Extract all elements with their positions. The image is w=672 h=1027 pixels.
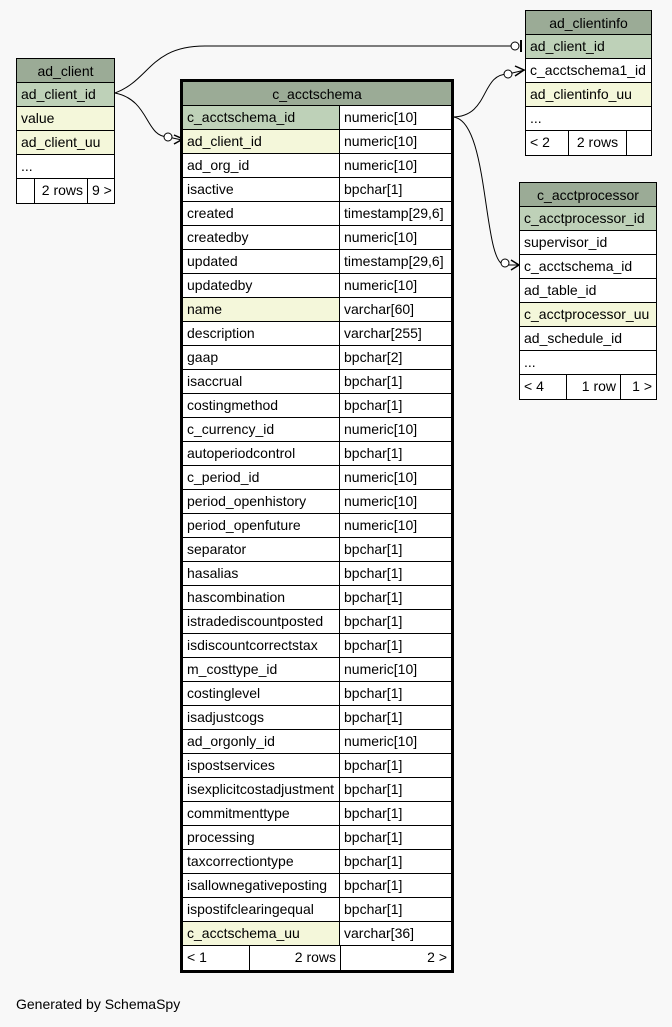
column-type: numeric[10] [340,658,451,681]
column-name[interactable]: created [183,202,340,225]
table-row[interactable] [183,202,451,226]
table-footer [17,179,114,203]
edge-end-circle [511,42,519,50]
edge-end-circle [164,133,172,141]
column-name[interactable]: separator [183,538,340,561]
column-ad-client-id[interactable]: ad_client_id [17,83,114,107]
column-name[interactable]: c_acctschema_id [183,106,340,129]
table-row[interactable] [183,418,451,442]
edge-acctschema-acctprocessor [452,117,519,265]
column-name[interactable]: processing [183,826,340,849]
table-row[interactable] [183,778,451,802]
table-ad-clientinfo[interactable] [525,10,652,156]
table-row[interactable] [183,730,451,754]
column-type: bpchar[1] [340,538,451,561]
table-footer [526,131,651,155]
table-row[interactable] [183,298,451,322]
table-row[interactable] [183,922,451,946]
parents-link[interactable]: < 2 [530,134,550,150]
column-name[interactable]: taxcorrectiontype [183,850,340,873]
column-name[interactable]: gaap [183,346,340,369]
column-value[interactable]: value [17,107,114,131]
column-name[interactable]: createdby [183,226,340,249]
column-type: bpchar[1] [340,850,451,873]
table-row[interactable] [183,178,451,202]
column-type: numeric[10] [340,490,451,513]
column-c-acctprocessor-id[interactable]: c_acctprocessor_id [520,207,656,231]
table-row[interactable] [183,106,451,130]
children-link[interactable]: 2 > [340,946,451,970]
edge-end-circle [504,70,512,78]
column-type: bpchar[1] [340,874,451,897]
column-name[interactable]: commitmenttype [183,802,340,825]
column-type: numeric[10] [340,226,451,249]
table-row[interactable] [183,346,451,370]
column-c-acctschema1-id[interactable]: c_acctschema1_id [526,59,651,83]
column-name[interactable]: period_openhistory [183,490,340,513]
column-type: bpchar[1] [340,394,451,417]
column-type: bpchar[1] [340,370,451,393]
column-name[interactable]: isadjustcogs [183,706,340,729]
table-row[interactable] [183,490,451,514]
column-supervisor-id[interactable]: supervisor_id [520,231,656,255]
table-row[interactable] [183,274,451,298]
column-type: bpchar[1] [340,802,451,825]
column-name[interactable]: hascombination [183,586,340,609]
column-type: varchar[36] [340,922,451,945]
column-type: bpchar[1] [340,562,451,585]
table-row[interactable] [183,802,451,826]
table-row[interactable] [183,514,451,538]
column-type: numeric[10] [340,466,451,489]
column-name[interactable]: costingmethod [183,394,340,417]
column-name[interactable]: c_acctschema_uu [183,922,340,945]
column-name[interactable]: m_costtype_id [183,658,340,681]
column-name[interactable]: ad_org_id [183,154,340,177]
table-row[interactable] [183,562,451,586]
column-name[interactable]: isdiscountcorrectstax [183,634,340,657]
row-count: 1 row [566,375,620,399]
column-type: bpchar[1] [340,706,451,729]
column-name[interactable]: period_openfuture [183,514,340,537]
column-type: bpchar[1] [340,442,451,465]
table-row[interactable] [183,586,451,610]
column-name[interactable]: ispostifclearingequal [183,898,340,921]
column-type: bpchar[1] [340,778,451,801]
column-type: numeric[10] [340,106,451,129]
column-type: bpchar[1] [340,682,451,705]
column-c-acctschema-id[interactable]: c_acctschema_id [520,255,656,279]
column-name[interactable]: autoperiodcontrol [183,442,340,465]
table-row[interactable] [183,850,451,874]
table-footer [520,375,656,399]
column-c-acctprocessor-uu[interactable]: c_acctprocessor_uu [520,303,656,327]
children-link[interactable]: 9 > [87,179,114,203]
column-name[interactable]: isaccrual [183,370,340,393]
column-type: numeric[10] [340,418,451,441]
column-ad-table-id[interactable]: ad_table_id [520,279,656,303]
table-c-acctschema[interactable] [180,79,454,973]
column-ad-schedule-id[interactable]: ad_schedule_id [520,327,656,351]
column-name[interactable]: hasalias [183,562,340,585]
column-type: bpchar[1] [340,898,451,921]
column-name[interactable]: isactive [183,178,340,201]
column-type: numeric[10] [340,274,451,297]
edge-acctschema-clientinfo [452,70,525,117]
column-type: numeric[10] [340,730,451,753]
table-title[interactable]: c_acctschema [183,82,451,106]
table-row[interactable] [183,322,451,346]
column-name[interactable]: c_period_id [183,466,340,489]
row-count: 2 rows [249,946,340,970]
column-name[interactable]: ad_client_id [183,130,340,153]
column-ad-client-uu[interactable]: ad_client_uu [17,131,114,155]
column-name[interactable]: isexplicitcostadjustment [183,778,340,801]
column-ad-clientinfo-uu[interactable]: ad_clientinfo_uu [526,83,651,107]
column-type: varchar[60] [340,298,451,321]
column-name[interactable]: costinglevel [183,682,340,705]
column-type: bpchar[2] [340,346,451,369]
table-row[interactable] [183,610,451,634]
column-name[interactable]: updatedby [183,274,340,297]
row-count: 2 rows [568,131,626,155]
column-name[interactable]: description [183,322,340,345]
table-ad-client[interactable] [16,58,115,204]
column-type: bpchar[1] [340,634,451,657]
column-type: timestamp[29,6] [340,250,451,273]
column-type: bpchar[1] [340,610,451,633]
column-type: bpchar[1] [340,586,451,609]
table-footer [183,946,451,970]
column-name[interactable]: name [183,298,340,321]
row-count: 2 rows [34,179,87,203]
table-title[interactable]: ad_client [17,59,114,83]
table-title[interactable]: ad_clientinfo [526,11,651,35]
generated-by-footer: Generated by SchemaSpy [16,996,181,1012]
column-name[interactable]: ad_orgonly_id [183,730,340,753]
parents-link[interactable]: < 1 [187,949,207,965]
table-row[interactable] [183,130,451,154]
table-row[interactable] [183,826,451,850]
children-link[interactable]: 1 > [620,375,656,399]
column-name[interactable]: isallownegativeposting [183,874,340,897]
column-type: numeric[10] [340,154,451,177]
column-type: bpchar[1] [340,754,451,777]
column-name[interactable]: c_currency_id [183,418,340,441]
table-row[interactable] [183,466,451,490]
table-row[interactable] [183,658,451,682]
column-type: varchar[255] [340,322,451,345]
table-row[interactable] [183,250,451,274]
column-list [183,106,451,946]
parents-link[interactable] [17,179,34,203]
edge-end-circle [501,259,509,267]
table-row[interactable] [183,394,451,418]
table-row[interactable] [183,898,451,922]
table-row[interactable] [183,538,451,562]
column-ad-client-id[interactable]: ad_client_id [526,35,651,59]
column-name[interactable]: istradediscountposted [183,610,340,633]
table-c-acctprocessor[interactable] [519,182,657,400]
table-row[interactable] [183,634,451,658]
table-row[interactable] [183,874,451,898]
edge-client-acctschema [115,93,182,140]
table-row[interactable] [183,754,451,778]
table-row[interactable] [183,226,451,250]
parents-link[interactable]: < 4 [524,378,544,394]
column-type: numeric[10] [340,514,451,537]
table-row[interactable] [183,370,451,394]
more-columns: ... [520,351,656,375]
more-columns: ... [17,155,114,179]
children-link[interactable] [626,131,651,155]
table-row[interactable] [183,154,451,178]
table-row[interactable] [183,706,451,730]
column-type: bpchar[1] [340,178,451,201]
column-type: bpchar[1] [340,826,451,849]
column-name[interactable]: ispostservices [183,754,340,777]
table-row[interactable] [183,682,451,706]
more-columns: ... [526,107,651,131]
table-row[interactable] [183,442,451,466]
column-type: numeric[10] [340,130,451,153]
column-type: timestamp[29,6] [340,202,451,225]
table-title[interactable]: c_acctprocessor [520,183,656,207]
column-name[interactable]: updated [183,250,340,273]
